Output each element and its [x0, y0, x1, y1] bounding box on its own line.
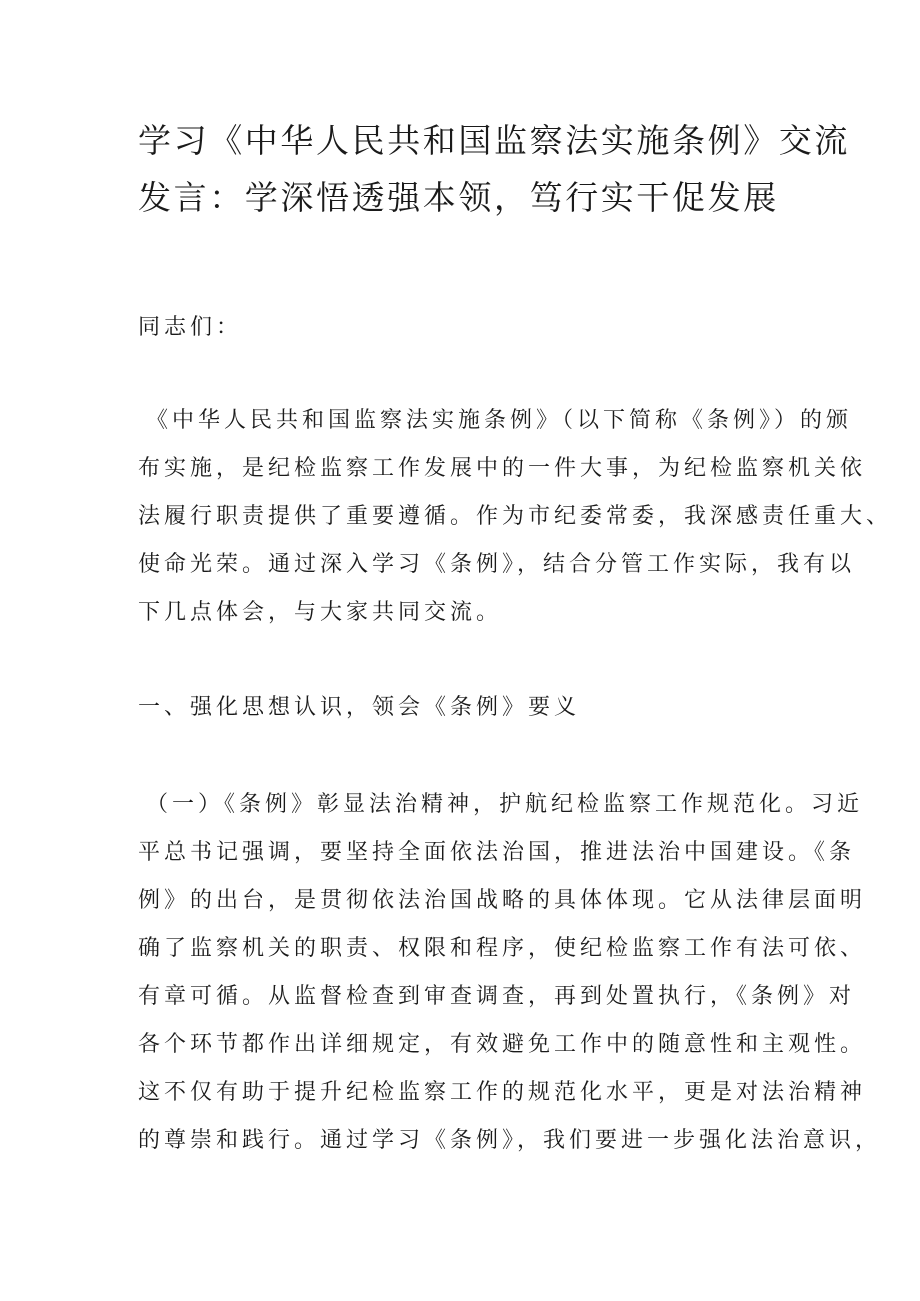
paragraph2-line-7: 这不仅有助于提升纪检监察工作的规范化水平，更是对法治精神 — [138, 1080, 867, 1105]
paragraph2-line-3: 例》的出台，是贯彻依法治国战略的具体体现。它从法律层面明 — [138, 888, 867, 913]
paragraph1-line-3: 法履行职责提供了重要遵循。作为市纪委常委，我深感责任重大、 — [138, 504, 893, 529]
section1-heading: 一、强化思想认识，领会《条例》要义 — [138, 695, 581, 720]
paragraph2-line-4: 确了监察机关的职责、权限和程序，使纪检监察工作有法可依、 — [138, 936, 867, 961]
paragraph1-line-1: 《中华人民共和国监察法实施条例》（以下简称《条例》）的颁 — [146, 408, 853, 433]
paragraph2-line-1: （一）《条例》彰显法治精神，护航纪检监察工作规范化。习近 — [146, 792, 864, 817]
paragraph2-line-2: 平总书记强调，要坚持全面依法治国，推进法治中国建设。《条 — [138, 840, 856, 865]
paragraph2-line-8: 的尊崇和践行。通过学习《条例》，我们要进一步强化法治意识， — [138, 1128, 882, 1153]
paragraph1-line-5: 下几点体会，与大家共同交流。 — [138, 600, 503, 625]
salutation: 同志们： — [138, 315, 243, 340]
paragraph1-line-4: 使命光荣。通过深入学习《条例》，结合分管工作实际，我有以 — [138, 552, 856, 577]
paragraph2-line-6: 各个环节都作出详细规定，有效避免工作中的随意性和主观性。 — [138, 1032, 867, 1057]
document-title-line-2: 发言：学深悟透强本领，笃行实干促发展 — [138, 178, 779, 217]
paragraph2-line-5: 有章可循。从监督检查到审查调查，再到处置执行，《条例》对 — [138, 984, 856, 1009]
paragraph1-line-2: 布实施，是纪检监察工作发展中的一件大事，为纪检监察机关依 — [138, 456, 867, 481]
document-title-line-1: 学习《中华人民共和国监察法实施条例》交流 — [138, 121, 850, 160]
